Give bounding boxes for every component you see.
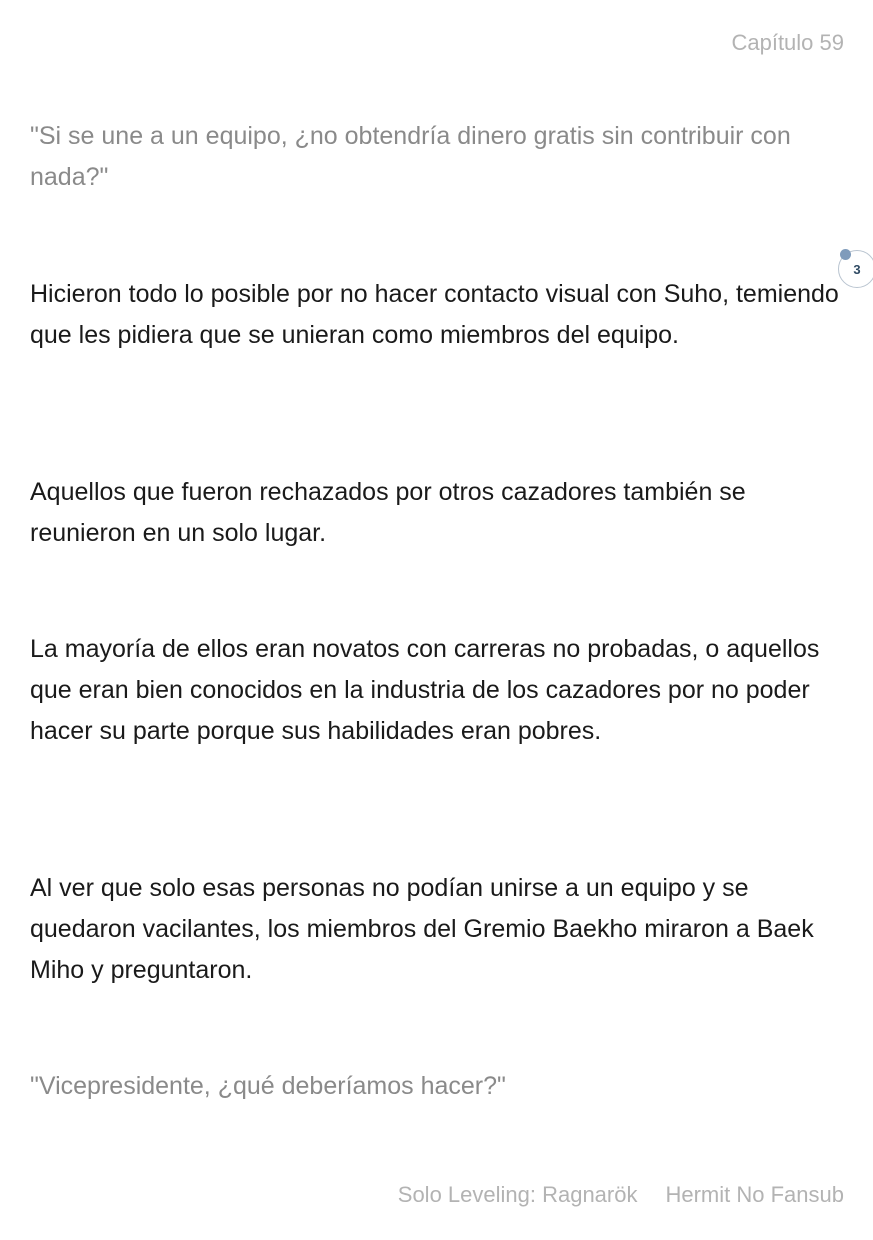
paragraph: La mayoría de ellos eran novatos con carreras no probadas, o aquellos que eran bien conocidos en la industria de los cazadores por no poder hacer su parte porque sus habilidades eran pobres. bbox=[30, 635, 820, 745]
paragraph: Al ver que solo esas personas no podían unirse a un equipo y se quedaron vacilantes, los miembros del Gremio Baekho miraron a Baek Miho y preguntaron. bbox=[30, 874, 814, 984]
chapter-label: Capítulo 59 bbox=[731, 30, 844, 55]
paragraph-dialogue: "Vicepresidente, ¿qué deberíamos hacer?" bbox=[30, 1072, 506, 1100]
comment-count: 3 bbox=[853, 261, 861, 277]
comment-indicator-dot bbox=[840, 249, 851, 260]
book-title: Solo Leveling: Ragnarök bbox=[397, 1182, 638, 1207]
paragraph-dialogue: "Si se une a un equipo, ¿no obtendría dinero gratis sin contribuir con nada?" bbox=[30, 122, 791, 191]
translator-credit: Hermit No Fansub bbox=[665, 1182, 844, 1207]
page-footer bbox=[398, 1182, 844, 1208]
paragraph: Aquellos que fueron rechazados por otros cazadores también se reunieron en un solo lugar. bbox=[30, 478, 746, 547]
paragraph: Hicieron todo lo posible por no hacer contacto visual con Suho, temiendo que les pidiera que se unieran como miembros del equipo. bbox=[30, 280, 839, 349]
